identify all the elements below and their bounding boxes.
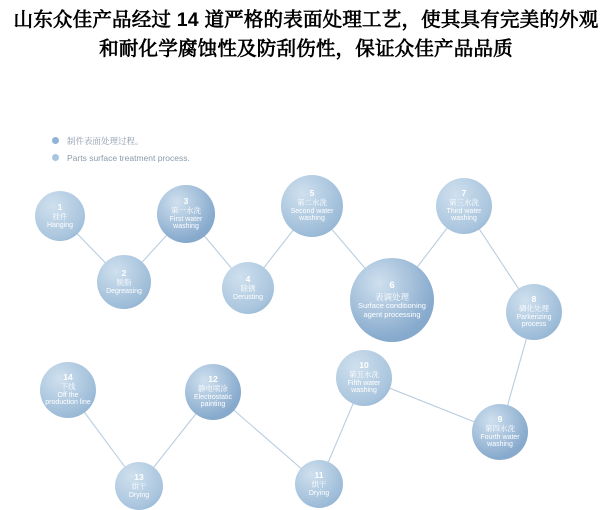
process-node-label-en: Derusting [233, 293, 263, 301]
process-node-label-en: Fourth water washing [480, 433, 520, 449]
process-node-label-cn: 静电喷涂 [198, 384, 228, 394]
process-node [295, 460, 343, 508]
process-node-label-cn: 第二水洗 [297, 198, 327, 208]
process-node [472, 404, 528, 460]
process-node-number: 2 [121, 267, 127, 278]
process-node-number: 12 [208, 373, 218, 384]
legend-label: Parts surface treatment process. [67, 152, 190, 163]
process-node [222, 262, 274, 314]
process-node [350, 258, 434, 342]
process-node-label-en: Off the production line [45, 391, 91, 407]
process-node-label-cn: 磷化处理 [519, 304, 549, 314]
process-node-label-cn: 第五水洗 [349, 370, 379, 380]
process-node [336, 350, 392, 406]
process-node-label-cn: 挂件 [52, 212, 68, 222]
process-node-label-cn: 表调处理 [374, 291, 409, 302]
process-node-label-en: Surface conditioning agent processing [358, 301, 426, 319]
process-node-label-en: Drying [308, 489, 330, 497]
process-node-label-en: Drying [128, 491, 150, 499]
process-node-number: 5 [309, 187, 315, 198]
process-node [115, 462, 163, 510]
process-node-label-en: Parkerizing process [516, 313, 552, 329]
process-node-number: 14 [63, 371, 73, 382]
process-node-label-en: Second water washing [290, 207, 334, 223]
process-node-label-cn: 下线 [60, 382, 76, 392]
process-node-number: 8 [531, 293, 537, 304]
process-node-label-cn: 烘干 [311, 480, 327, 490]
process-node [506, 284, 562, 340]
process-node [185, 364, 241, 420]
process-node-label-cn: 第三水洗 [449, 198, 479, 208]
process-node-label-cn: 第一水洗 [171, 206, 201, 216]
process-node-number: 7 [461, 187, 467, 198]
process-node-number: 13 [134, 471, 144, 482]
process-flow-diagram [0, 124, 612, 500]
process-node-label-cn: 第四水洗 [485, 424, 515, 434]
process-node-number: 9 [497, 413, 503, 424]
process-node-label-cn: 脱脂 [116, 278, 132, 288]
process-node-label-en: Electrostatic painting [193, 393, 233, 409]
process-node [157, 185, 215, 243]
process-node-label-en: Fifth water washing [347, 379, 381, 395]
process-node [35, 191, 85, 241]
process-node-number: 4 [245, 273, 251, 284]
process-node-label-en: Hanging [46, 221, 74, 229]
process-node-number: 11 [314, 469, 324, 480]
legend-label: 制件表面处理过程。 [67, 135, 144, 146]
process-node [97, 255, 151, 309]
process-node [281, 175, 343, 237]
process-node-label-en: First water washing [169, 215, 203, 231]
page-title: 山东众佳产品经过 14 道严格的表面处理工艺，使其具有完美的外观和耐化学腐蚀性及防刮伤性，保证众佳产品品质 [13, 9, 599, 60]
process-node-number: 1 [57, 201, 63, 212]
process-node-number: 3 [183, 195, 189, 206]
process-node-label-cn: 除锈 [240, 284, 256, 294]
process-node-number: 10 [359, 359, 369, 370]
process-node [436, 178, 492, 234]
process-node-label-cn: 烘干 [131, 482, 147, 492]
process-node-number: 6 [389, 280, 395, 292]
process-node [40, 362, 96, 418]
process-node-label-en: Degreasing [106, 287, 142, 295]
process-node-label-en: Third water washing [446, 207, 482, 223]
